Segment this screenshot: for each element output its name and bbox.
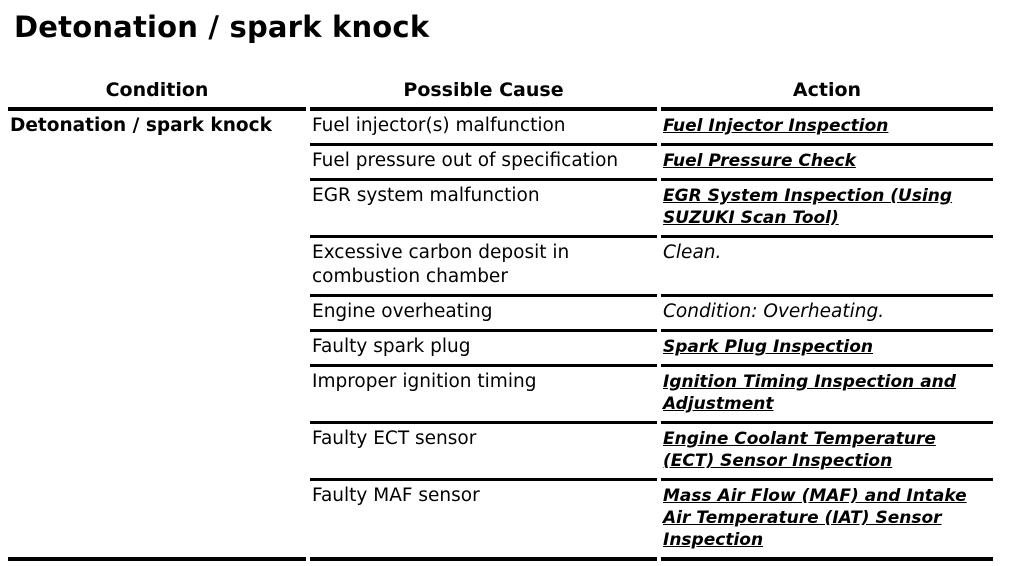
condition-cell: Detonation / spark knock xyxy=(8,111,306,561)
troubleshooting-table xyxy=(4,73,997,561)
action-cell xyxy=(661,367,993,424)
table-header-row xyxy=(8,73,993,111)
fuel-pressure-check-link[interactable]: Fuel Pressure Check xyxy=(663,151,856,171)
action-cell xyxy=(661,332,993,367)
action-text: Condition: Overheating. xyxy=(663,301,885,322)
action-cell xyxy=(661,424,993,481)
cause-cell: EGR system malfunction xyxy=(310,181,657,238)
table-row xyxy=(8,111,993,146)
cause-cell: Faulty MAF sensor xyxy=(310,481,657,561)
ignition-timing-inspection-link[interactable]: Ignition Timing Inspection and Adjustment xyxy=(663,372,956,414)
cause-cell: Faulty spark plug xyxy=(310,332,657,367)
fuel-injector-inspection-link[interactable]: Fuel Injector Inspection xyxy=(663,116,889,136)
action-cell xyxy=(661,146,993,181)
cause-cell: Fuel injector(s) malfunction xyxy=(310,111,657,146)
action-text: Clean. xyxy=(663,242,722,263)
header-action: Action xyxy=(661,73,993,111)
header-possible-cause: Possible Cause xyxy=(310,73,657,111)
spark-plug-inspection-link[interactable]: Spark Plug Inspection xyxy=(663,337,874,357)
header-condition: Condition xyxy=(8,73,306,111)
cause-cell: Excessive carbon deposit in combustion chamber xyxy=(310,238,657,297)
egr-system-inspection-link[interactable]: EGR System Inspection (Using SUZUKI Scan Tool) xyxy=(663,186,953,228)
cause-cell: Engine overheating xyxy=(310,297,657,332)
action-cell xyxy=(661,111,993,146)
action-cell xyxy=(661,238,993,297)
cause-cell: Fuel pressure out of specification xyxy=(310,146,657,181)
maf-iat-sensor-inspection-link[interactable]: Mass Air Flow (MAF) and Intake Air Temperature (IAT) Sensor Inspection xyxy=(663,486,967,550)
action-cell xyxy=(661,297,993,332)
page-title: Detonation / spark knock xyxy=(14,10,430,44)
cause-cell: Improper ignition timing xyxy=(310,367,657,424)
cause-cell: Faulty ECT sensor xyxy=(310,424,657,481)
action-cell xyxy=(661,481,993,561)
ect-sensor-inspection-link[interactable]: Engine Coolant Temperature (ECT) Sensor Inspection xyxy=(663,429,936,471)
action-cell xyxy=(661,181,993,238)
